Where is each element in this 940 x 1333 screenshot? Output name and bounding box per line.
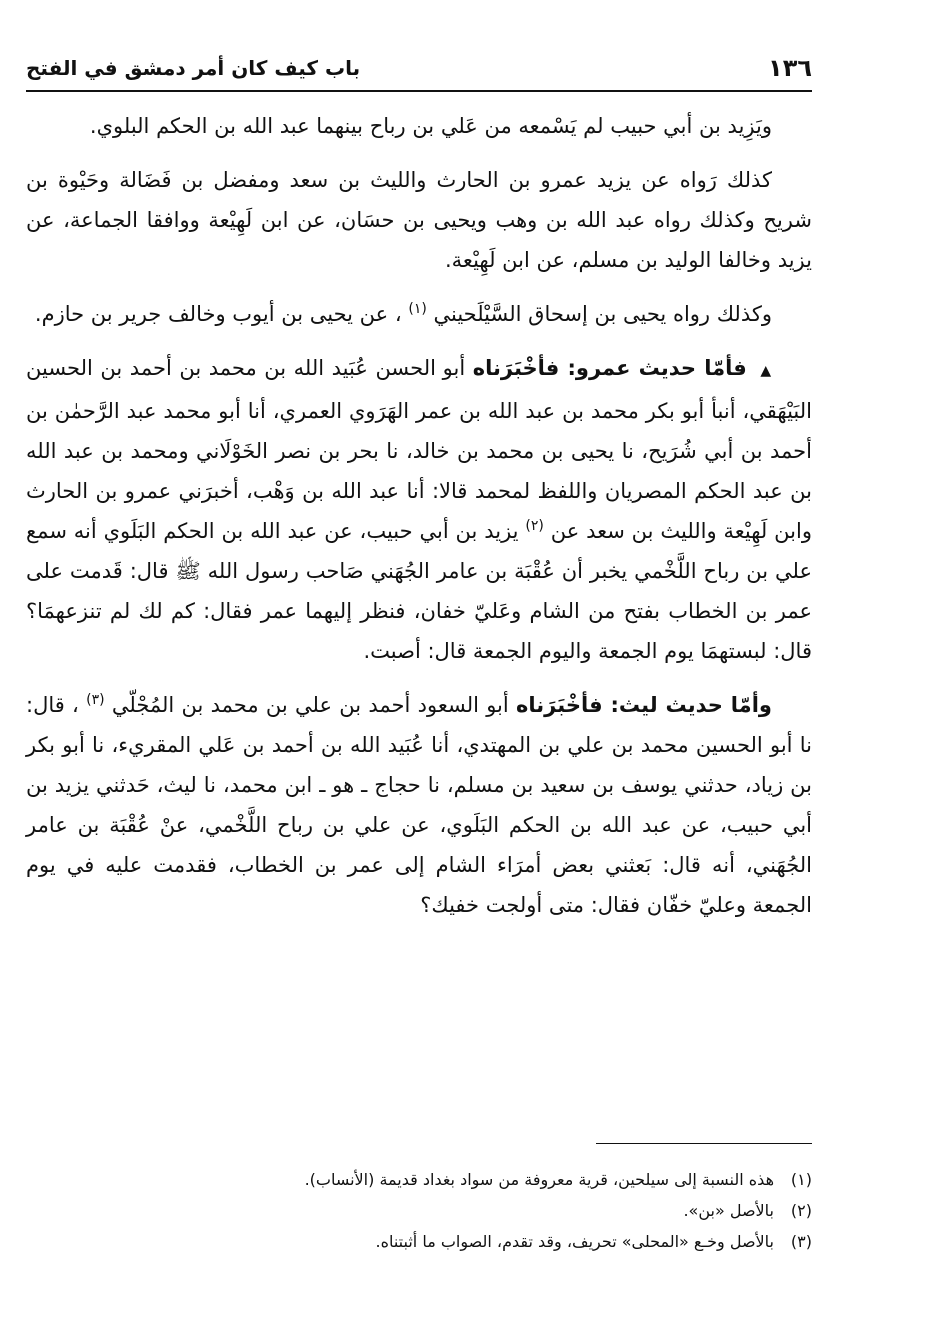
paragraph-4 <box>26 348 812 671</box>
footnote-ref-3: (٣) <box>86 692 105 708</box>
paragraph-3-text-b: ، عن يحيى بن أيوب وخالف جرير بن حازم. <box>34 302 402 326</box>
footnote-ref-2: (٢) <box>525 518 544 534</box>
paragraph-4-text-b: يزيد بن أبي حبيب، عن عبد الله بن الحكم البَلَوي أنه سمع علي بن رباح اللَّخْمي يخبر أن عُقْبَة بن عامر الجُهَني صَاحب رسول الله ﷺ قال: قَدمت على عمر بن الخطاب بفتح من الشام وعَليّ خفان، فنظر إليهما عمر فقال: كم لك لم تنزعهمَا؟ قال: لبستهمَا يوم الجمعة واليوم الجمعة قال: أصبت. <box>26 519 812 663</box>
running-title: باب كيف كان أمر دمشق في الفتح <box>26 56 361 80</box>
footnote-ref-1: (١) <box>408 301 427 317</box>
paragraph-5-text-a: أبو السعود أحمد بن علي بن محمد بن المُجْلّي <box>111 693 509 717</box>
paragraph-5-lead: وأمّا حديث ليث: فأخْبَرَناه <box>516 693 772 717</box>
page-number: ١٣٦ <box>768 54 812 82</box>
footnote-divider <box>596 1143 812 1144</box>
paragraph-2 <box>26 160 812 280</box>
footnote-2 <box>26 1195 812 1226</box>
paragraph-1-text: ويَزِيد بن أبي حبيب لم يَسْمعه من عَلي بن رباح بينهما عبد الله بن الحكم البلوي. <box>89 114 772 138</box>
paragraph-3 <box>26 294 812 334</box>
paragraph-1 <box>26 106 812 146</box>
paragraph-4-text-a: أبو الحسن عُبَيد الله بن محمد بن أحمد بن الحسين البَيْهَقي، أنبأ أبو بكر محمد بن عبد الله بن عمر الهَرَوي العمري، أنا أبو محمد عبد الرَّحمٰن بن أحمد بن أبي شُرَيح، نا يحيى بن محمد بن خالد، نا بحر بن نصر الخَوْلَاني ومحمد بن عبد الله بن عبد الحكم المصريان واللفظ لمحمد قالا: أنا عبد الله بن وَهْب، أخبرَني عمرو بن الحارث وابن لَهِيْعة والليث بن سعد عن <box>26 356 812 543</box>
footnotes <box>26 1164 812 1257</box>
footnote-3 <box>26 1226 812 1257</box>
main-text <box>26 106 812 939</box>
page-header <box>26 50 812 92</box>
footnote-number: (١) <box>790 1170 812 1189</box>
footnote-number: (٣) <box>790 1232 812 1251</box>
paragraph-5-text-b: ، قال: نا أبو الحسين محمد بن علي بن المهتدي، أنا عُبَيد الله بن أحمد بن عَلي المقريء، نا أبو بكر بن زياد، حدثني يوسف بن سعيد بن مسلم، نا حجاج ـ هو ـ ابن محمد، نا ليث، حَدثني يزيد بن أبي حبيب، عن عبد الله بن الحكم البَلَوي، عن علي بن رباح اللَّخْمي، عنْ عُقْبَة بن عامر الجُهَني، أنه قال: بَعثني بعض أمرَاء الشام إلى عمر بن الخطاب، فقدمت عليه في يوم الجمعة وعليّ خفّان فقال: متى أولجت خفيك؟ <box>26 693 812 917</box>
footnote-1 <box>26 1164 812 1195</box>
footnote-number: (٢) <box>790 1201 812 1220</box>
paragraph-marker-icon: ▲ <box>760 363 772 379</box>
footnote-text: بالأصل «بن». <box>683 1201 774 1220</box>
paragraph-3-text-a: وكذلك رواه يحيى بن إسحاق السَّيْلَحيني <box>433 302 772 326</box>
paragraph-2-text: كذلك رَواه عن يزيد عمرو بن الحارث والليث بن سعد ومفضل بن فَضَالة وحَيْوة بن شريح وكذلك رواه عبد الله بن وهب ويحيى بن حسَان، عن ابن لَهِيْعة ووافقا الجماعة، عن يزيد وخالفا الوليد بن مسلم، عن ابن لَهِيْعة. <box>26 168 812 272</box>
paragraph-4-lead: فأمّا حديث عمرو: فأخْبَرَناه <box>472 356 747 380</box>
footnote-text: هذه النسبة إلى سيلحين، قرية معروفة من سواد بغداد قديمة (الأنساب). <box>304 1170 774 1189</box>
footnote-text: بالأصل وخـع «المحلى» تحريف، وقد تقدم، الصواب ما أثبتناه. <box>375 1232 774 1251</box>
paragraph-5 <box>26 685 812 925</box>
